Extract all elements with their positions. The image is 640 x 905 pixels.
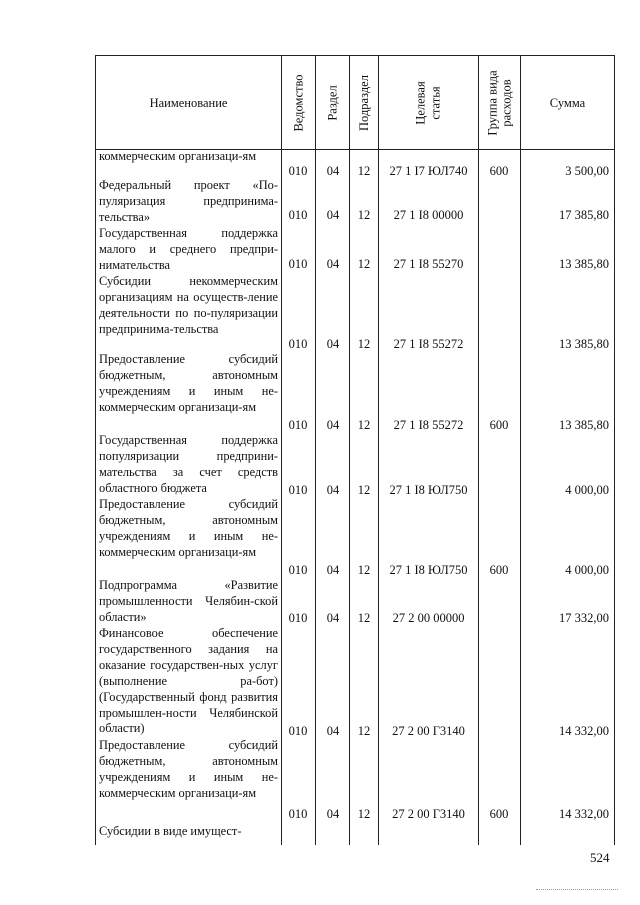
row-department: 010 bbox=[288, 257, 308, 271]
row-target-article: 27 1 I8 55272 bbox=[393, 337, 464, 351]
row-subsection: 12 bbox=[357, 418, 371, 432]
row-section: 04 bbox=[326, 611, 340, 625]
row-target-article: 27 1 I7 ЮЛ740 bbox=[389, 164, 468, 178]
row-amount: 17 332,00 bbox=[559, 611, 609, 625]
header-amount bbox=[521, 56, 614, 149]
header-subsection-text: Подраздел bbox=[357, 74, 371, 131]
header-target-article bbox=[379, 56, 478, 149]
row-target-article: 27 1 I8 00000 bbox=[393, 208, 464, 222]
header-department-text: Ведомство bbox=[291, 73, 306, 132]
row-section: 04 bbox=[326, 418, 340, 432]
row-target-article: 27 2 00 Г3140 bbox=[392, 807, 465, 821]
row-section: 04 bbox=[326, 164, 340, 178]
row-name: Предоставление субсидий бюджетным, автономным учреждениям и иным не-коммерческим организаци-ям bbox=[99, 497, 278, 559]
row-expense-group: 600 bbox=[489, 418, 509, 432]
row-section: 04 bbox=[326, 337, 340, 351]
header-name bbox=[96, 56, 281, 149]
row-section: 04 bbox=[326, 208, 340, 222]
row-name: Предоставление субсидий бюджетным, автономным учреждениям и иным не-коммерческим организаци-ям bbox=[99, 352, 278, 414]
row-section: 04 bbox=[326, 257, 340, 271]
header-target-article-line1: Целевая bbox=[413, 80, 428, 125]
header-amount-text: Сумма bbox=[549, 95, 586, 110]
row-subsection: 12 bbox=[357, 611, 371, 625]
row-amount: 4 000,00 bbox=[565, 563, 609, 577]
row-subsection: 12 bbox=[357, 563, 371, 577]
row-subsection: 12 bbox=[357, 164, 371, 178]
row-amount: 3 500,00 bbox=[565, 164, 609, 178]
row-department: 010 bbox=[288, 208, 308, 222]
row-subsection: 12 bbox=[357, 257, 371, 271]
row-target-article: 27 1 I8 55270 bbox=[393, 257, 464, 271]
header-expense-group-line1: Группа вида bbox=[485, 69, 500, 136]
row-subsection: 12 bbox=[357, 337, 371, 351]
table-right-border bbox=[614, 55, 615, 845]
row-expense-group: 600 bbox=[489, 563, 509, 577]
row-section: 04 bbox=[326, 483, 340, 497]
row-name: коммерческим организаци-ям bbox=[99, 149, 257, 163]
row-section: 04 bbox=[326, 563, 340, 577]
row-subsection: 12 bbox=[357, 724, 371, 738]
row-amount: 17 385,80 bbox=[559, 208, 609, 222]
row-department: 010 bbox=[288, 337, 308, 351]
row-amount: 13 385,80 bbox=[559, 418, 609, 432]
header-section bbox=[316, 56, 349, 149]
row-expense-group: 600 bbox=[489, 164, 509, 178]
row-subsection: 12 bbox=[357, 807, 371, 821]
header-name-text: Наименование bbox=[149, 95, 228, 110]
row-expense-group: 600 bbox=[489, 807, 509, 821]
row-name: Субсидии некоммерческим организациям на осуществ-ление деятельности по по-пуляризации предпринима-тельства bbox=[99, 274, 278, 336]
row-department: 010 bbox=[288, 563, 308, 577]
row-target-article: 27 1 I8 55272 bbox=[393, 418, 464, 432]
row-department: 010 bbox=[288, 611, 308, 625]
row-target-article: 27 1 I8 ЮЛ750 bbox=[389, 483, 468, 497]
row-subsection: 12 bbox=[357, 483, 371, 497]
page-number: 524 bbox=[590, 850, 610, 865]
row-name: Подпрограмма «Развитие промышленности Челябин-ской области» bbox=[99, 578, 278, 624]
row-section: 04 bbox=[326, 724, 340, 738]
header-section-text: Раздел bbox=[325, 84, 340, 121]
row-department: 010 bbox=[288, 483, 308, 497]
row-amount: 13 385,80 bbox=[559, 337, 609, 351]
header-expense-group-line2: расходов bbox=[499, 78, 514, 127]
table-left-border bbox=[95, 55, 96, 845]
row-department: 010 bbox=[288, 724, 308, 738]
row-amount: 4 000,00 bbox=[565, 483, 609, 497]
row-amount: 13 385,80 bbox=[559, 257, 609, 271]
header-target-article-line2: статья bbox=[428, 85, 443, 120]
header-subsection bbox=[350, 56, 378, 149]
row-section: 04 bbox=[326, 807, 340, 821]
row-name: Государственная поддержка популяризации предприни-мательства за счет средств областного бюджета bbox=[99, 433, 278, 495]
header-expense-group bbox=[479, 56, 520, 149]
row-name: Государственная поддержка малого и среднего предпри-нимательства bbox=[99, 226, 278, 272]
row-target-article: 27 1 I8 ЮЛ750 bbox=[389, 563, 468, 577]
row-name: Предоставление субсидий бюджетным, автономным учреждениям и иным не-коммерческим организаци-ям bbox=[99, 738, 278, 800]
row-amount: 14 332,00 bbox=[559, 724, 609, 738]
row-subsection: 12 bbox=[357, 208, 371, 222]
row-department: 010 bbox=[288, 807, 308, 821]
row-department: 010 bbox=[288, 164, 308, 178]
row-name: Федеральный проект «По-пуляризация предпринима-тельства» bbox=[99, 178, 278, 224]
row-amount: 14 332,00 bbox=[559, 807, 609, 821]
row-target-article: 27 2 00 00000 bbox=[392, 611, 465, 625]
row-name: Субсидии в виде имущест- bbox=[99, 824, 242, 838]
row-name: Финансовое обеспечение государственного задания на оказание государствен-ных услуг (выполнение ра-бот) (Государственный фонд развития промышлен-ности Челябинской области) bbox=[99, 626, 278, 736]
footer-dotted-line bbox=[536, 889, 618, 890]
row-target-article: 27 2 00 Г3140 bbox=[392, 724, 465, 738]
row-department: 010 bbox=[288, 418, 308, 432]
header-department bbox=[282, 56, 315, 149]
